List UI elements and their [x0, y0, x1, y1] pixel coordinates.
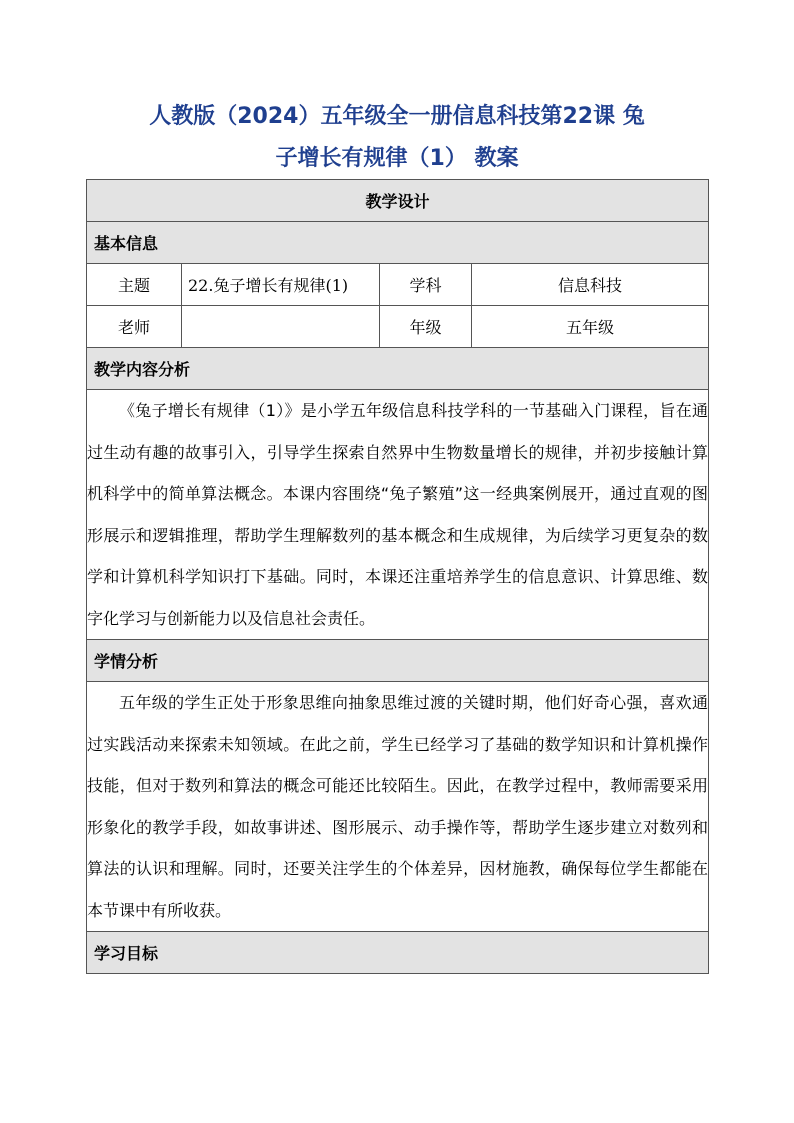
title-line-2: 子增长有规律（1） 教案	[275, 146, 519, 171]
teacher-value	[182, 306, 380, 348]
content-analysis-text: 《兔子增长有规律（1）》是小学五年级信息科技学科的一节基础入门课程，旨在通过生动有趣的故事引入，引导学生探索自然界中生物数量增长的规律，并初步接触计算机科学中的简单算法概念。本课内容围绕“兔子繁殖”这一经典案例展开，通过直观的图形展示和逻辑推理，帮助学生理解数列的基本概念和生成规律，为后续学习更复杂的数学和计算机科学知识打下基础。同时，本课还注重培养学生的信息意识、计算思维、数字化学习与创新能力以及信息社会责任。	[87, 390, 709, 640]
student-analysis-text: 五年级的学生正处于形象思维向抽象思维过渡的关键时期，他们好奇心强，喜欢通过实践活动来探索未知领域。在此之前，学生已经学习了基础的数学知识和计算机操作技能，但对于数列和算法的概念可能还比较陌生。因此，在教学过程中，教师需要采用形象化的教学手段，如故事讲述、图形展示、动手操作等，帮助学生逐步建立对数列和算法的认识和理解。同时，还要关注学生的个体差异，因材施教，确保每位学生都能在本节课中有所收获。	[87, 682, 709, 932]
basic-info-header: 基本信息	[87, 222, 709, 264]
title-line-1: 人教版（2024）五年级全一册信息科技第22课 兔	[149, 104, 645, 129]
subject-value: 信息科技	[472, 264, 709, 306]
student-analysis-header: 学情分析	[87, 640, 709, 682]
teacher-row	[87, 306, 709, 348]
topic-value: 22.兔子增长有规律(1)	[182, 264, 380, 306]
topic-label: 主题	[87, 264, 182, 306]
learning-objectives-header: 学习目标	[87, 932, 709, 974]
grade-label: 年级	[380, 306, 472, 348]
lesson-plan-table	[86, 179, 709, 974]
teaching-design-header: 教学设计	[87, 180, 709, 222]
design-header-row	[87, 180, 709, 222]
content-analysis-body-row	[87, 390, 709, 640]
content-analysis-header: 教学内容分析	[87, 348, 709, 390]
basic-info-header-row	[87, 222, 709, 264]
subject-label: 学科	[380, 264, 472, 306]
student-analysis-header-row	[87, 640, 709, 682]
objectives-header-row	[87, 932, 709, 974]
document-title	[86, 96, 708, 180]
teacher-label: 老师	[87, 306, 182, 348]
topic-row	[87, 264, 709, 306]
content-analysis-header-row	[87, 348, 709, 390]
student-analysis-body-row	[87, 682, 709, 932]
grade-value: 五年级	[472, 306, 709, 348]
